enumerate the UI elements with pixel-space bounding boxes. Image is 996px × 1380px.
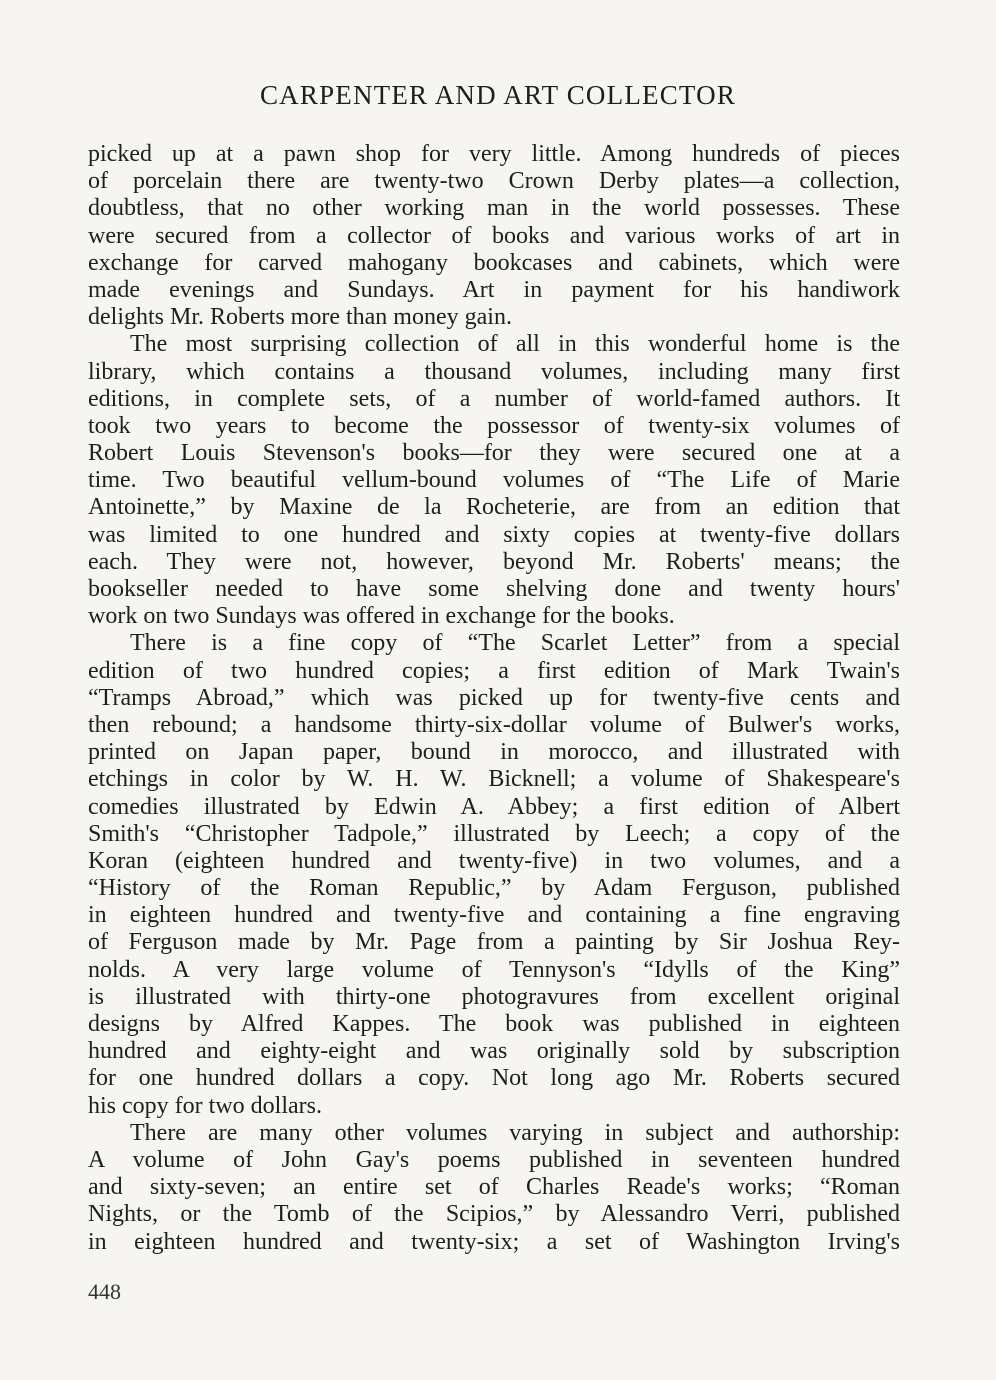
text-line: The most surprising collection of all in this wonderful home is the xyxy=(130,331,900,358)
text-line: of Ferguson made by Mr. Page from a painting by Sir Joshua Rey- xyxy=(88,929,900,956)
paragraph xyxy=(88,1120,900,1256)
text-line: exchange for carved mahogany bookcases and cabinets, which were xyxy=(88,249,900,276)
text-line: of porcelain there are twenty-two Crown Derby plates—a collection, xyxy=(88,168,900,195)
running-head: CARPENTER AND ART COLLECTOR xyxy=(259,80,737,110)
text-line: comedies illustrated by Edwin A. Abbey; a first edition of Albert xyxy=(88,793,900,820)
text-line: were secured from a collector of books and various works of art in xyxy=(88,222,900,249)
text-line: Robert Louis Stevenson's books—for they were secured one at a xyxy=(88,440,900,467)
text-line: and sixty-seven; an entire set of Charles Reade's works; “Roman xyxy=(88,1174,900,1201)
text-line: is illustrated with thirty-one photogravures from excellent original xyxy=(88,983,900,1010)
text-line: hundred and eighty-eight and was originally sold by subscription xyxy=(88,1038,900,1065)
text-line: etchings in color by W. H. W. Bicknell; a volume of Shakespeare's xyxy=(88,766,900,793)
text-line: Koran (eighteen hundred and twenty-five) in two volumes, and a xyxy=(88,847,900,874)
text-line: nolds. A very large volume of Tennyson's “Idylls of the King” xyxy=(88,956,900,983)
text-line: There are many other volumes varying in subject and authorship: xyxy=(130,1119,900,1146)
text-line: “History of the Roman Republic,” by Adam Ferguson, published xyxy=(88,875,900,902)
text-line: was limited to one hundred and sixty copies at twenty-five dollars xyxy=(88,521,900,548)
text-line: each. They were not, however, beyond Mr. Roberts' means; the xyxy=(88,548,900,575)
paragraph xyxy=(88,630,900,1119)
text-line: time. Two beautiful vellum-bound volumes of “The Life of Marie xyxy=(88,467,900,494)
text-line: for one hundred dollars a copy. Not long ago Mr. Roberts secured xyxy=(88,1065,900,1092)
text-line: edition of two hundred copies; a first edition of Mark Twain's xyxy=(88,657,900,684)
text-line: printed on Japan paper, bound in morocco, and illustrated with xyxy=(88,739,900,766)
text-line: then rebound; a handsome thirty-six-dollar volume of Bulwer's works, xyxy=(88,711,900,738)
text-line: Smith's “Christopher Tadpole,” illustrated by Leech; a copy of the xyxy=(88,820,900,847)
page-number: 448 xyxy=(88,1279,121,1304)
text-line: his copy for two dollars. xyxy=(88,1092,322,1119)
paragraph xyxy=(88,331,900,630)
text-line: made evenings and Sundays. Art in payment for his handiwork xyxy=(88,276,900,303)
text-line: took two years to become the possessor of twenty-six volumes of xyxy=(88,412,900,439)
text-line: bookseller needed to have some shelving done and twenty hours' xyxy=(88,576,900,602)
text-line: designs by Alfred Kappes. The book was published in eighteen xyxy=(88,1011,900,1037)
text-line: picked up at a pawn shop for very little. Among hundreds of pieces xyxy=(88,141,900,167)
text-line: in eighteen hundred and twenty-six; a set of Washington Irving's xyxy=(88,1228,900,1255)
text-line: “Tramps Abroad,” which was picked up for twenty-five cents and xyxy=(88,684,900,711)
paragraph xyxy=(88,141,900,331)
text-line: work on two Sundays was offered in exchange for the books. xyxy=(88,603,675,630)
text-line: There is a fine copy of “The Scarlet Letter” from a special xyxy=(130,630,900,657)
text-line: A volume of John Gay's poems published in seventeen hundred xyxy=(88,1146,900,1173)
body-text xyxy=(88,141,900,1256)
text-line: editions, in complete sets, of a number of world-famed authors. It xyxy=(88,385,900,412)
text-line: doubtless, that no other working man in the world possesses. These xyxy=(88,195,900,222)
text-line: Antoinette,” by Maxine de la Rocheterie, are from an edition that xyxy=(88,494,900,521)
text-line: in eighteen hundred and twenty-five and containing a fine engraving xyxy=(88,902,900,929)
text-line: delights Mr. Roberts more than money gain. xyxy=(88,304,512,331)
text-line: library, which contains a thousand volumes, including many first xyxy=(88,358,900,385)
text-line: Nights, or the Tomb of the Scipios,” by Alessandro Verri, published xyxy=(88,1201,900,1228)
